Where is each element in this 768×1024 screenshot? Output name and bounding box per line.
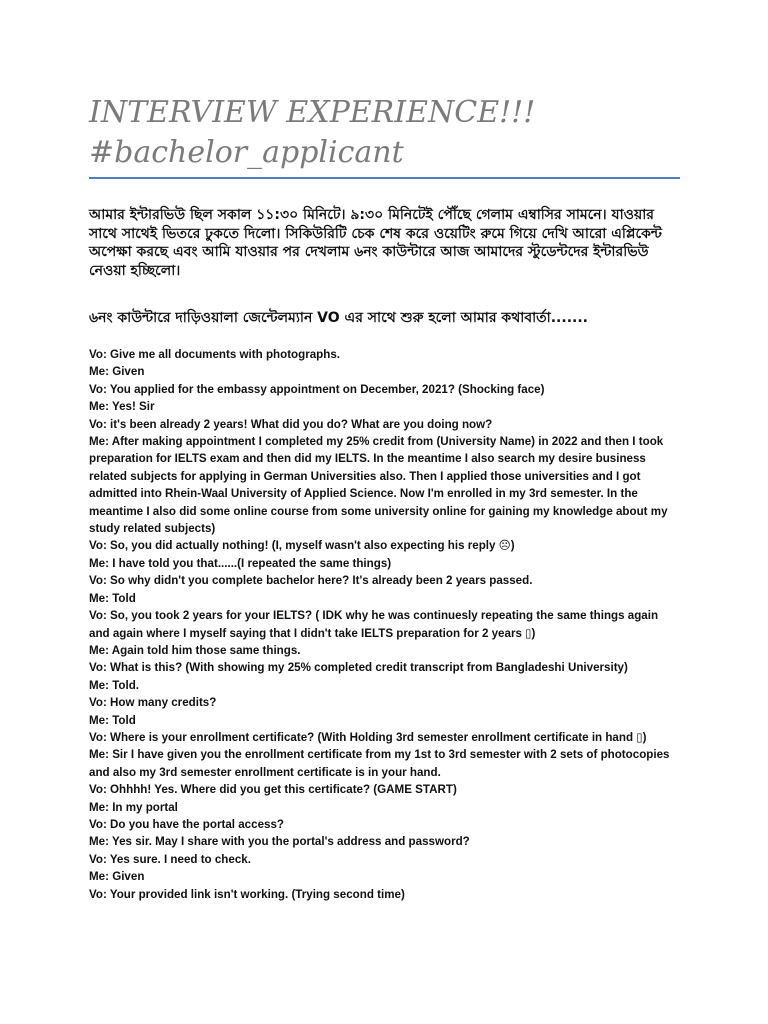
- dialogue-line: Me: Told: [89, 591, 136, 605]
- title-line-2: #bachelor_applicant: [89, 135, 404, 170]
- dialogue-line: Vo: Your provided link isn't working. (Trying second time): [89, 887, 405, 901]
- dialogue-line: Vo: So, you did actually nothing! (I, myself wasn't also expecting his reply ☹): [89, 539, 515, 553]
- dialogue-line: Me: Given: [89, 365, 145, 379]
- dialogue-line: Vo: So why didn't you complete bachelor here? It's already been 2 years passed.: [89, 574, 533, 588]
- dialogue-line: Vo: How many credits?: [89, 696, 217, 710]
- intro-paragraph-2: ৬নং কাউন্টারে দাড়িওয়ালা জেন্টেলম্যান VO এর সাথে শুরু হলো আমার কথাবার্তা.......: [89, 310, 588, 326]
- document-title: [89, 93, 679, 173]
- dialogue-line: Me: Yes sir. May I share with you the portal's address and password?: [89, 835, 470, 849]
- dialogue-line: Vo: it's been already 2 years! What did you do? What are you doing now?: [89, 417, 493, 431]
- dialogue-line: Me: Again told him those same things.: [89, 643, 301, 657]
- dialogue-line: Vo: So, you took 2 years for your IELTS? ( IDK why he was continuesly repeating the same things again and again where I myself saying that I didn't take IELTS preparation for 2 years ▯): [89, 609, 659, 640]
- intro-paragraph-1: আমার ইন্টারভিউ ছিল সকাল ১১:৩০ মিনিটে। ৯:৩০ মিনিটেই পৌঁছে গেলাম এম্বাসির সামনে। যাওয়ার সাথে সাথেই ভিতরে ঢুকতে দিলো। সিকিউরিটি চেক শেষ করে ওয়েটিং রুমে গিয়ে দেখি আরো এপ্লিকেন্ট অপেক্ষা করছে এবং আমি যাওয়ার পর দেখলাম ৬নং কাউন্টারে আজ আমাদের স্টুডেন্টদের ইন্টারভিউ নেওয়া হচ্ছিলো।: [89, 207, 662, 279]
- dialogue-line: Me: Told.: [89, 678, 140, 692]
- dialogue-line: Me: Given: [89, 870, 145, 884]
- dialogue-line: Vo: What is this? (With showing my 25% completed credit transcript from Bangladeshi University): [89, 661, 628, 675]
- dialogue-line: Me: In my portal: [89, 800, 178, 814]
- title-line-1: INTERVIEW EXPERIENCE!!!: [89, 95, 536, 130]
- dialogue-line: Vo: Where is your enrollment certificate? (With Holding 3rd semester enrollment certificate in hand ▯): [89, 730, 647, 744]
- intro-section: [89, 206, 679, 326]
- dialogue-line: Vo: Give me all documents with photographs.: [89, 348, 341, 361]
- interview-dialogue: [89, 346, 679, 903]
- dialogue-line: Vo: You applied for the embassy appointment on December, 2021? (Shocking face): [89, 382, 545, 396]
- dialogue-line: Vo: Do you have the portal access?: [89, 817, 284, 831]
- dialogue-line: Vo: Ohhhh! Yes. Where did you get this certificate? (GAME START): [89, 783, 457, 797]
- dialogue-line: Me: Sir I have given you the enrollment certificate from my 1st to 3rd semester with 2 sets of photocopies and also my 3rd semester enrollment certificate is in your hand.: [89, 748, 670, 779]
- dialogue-line: Me: Yes! Sir: [89, 400, 155, 414]
- dialogue-line: Me: Told: [89, 713, 136, 727]
- title-underline-divider: [89, 177, 680, 179]
- dialogue-line: Me: I have told you that......(I repeated the same things): [89, 556, 392, 570]
- dialogue-line: Vo: Yes sure. I need to check.: [89, 852, 251, 866]
- dialogue-line: Me: After making appointment I completed my 25% credit from (University Name) in 2022 and then I took preparation for IELTS exam and then did my IELTS. In the meantime I also search my desire business related subjects for applying in German Universities also. Then I applied those universities and I got admitted into Rhein-Waal University of Applied Science. Now I'm enrolled in my 3rd semester. In the meantime I also did some online course from some university online for gaining my knowledge about my study related subjects): [89, 435, 668, 536]
